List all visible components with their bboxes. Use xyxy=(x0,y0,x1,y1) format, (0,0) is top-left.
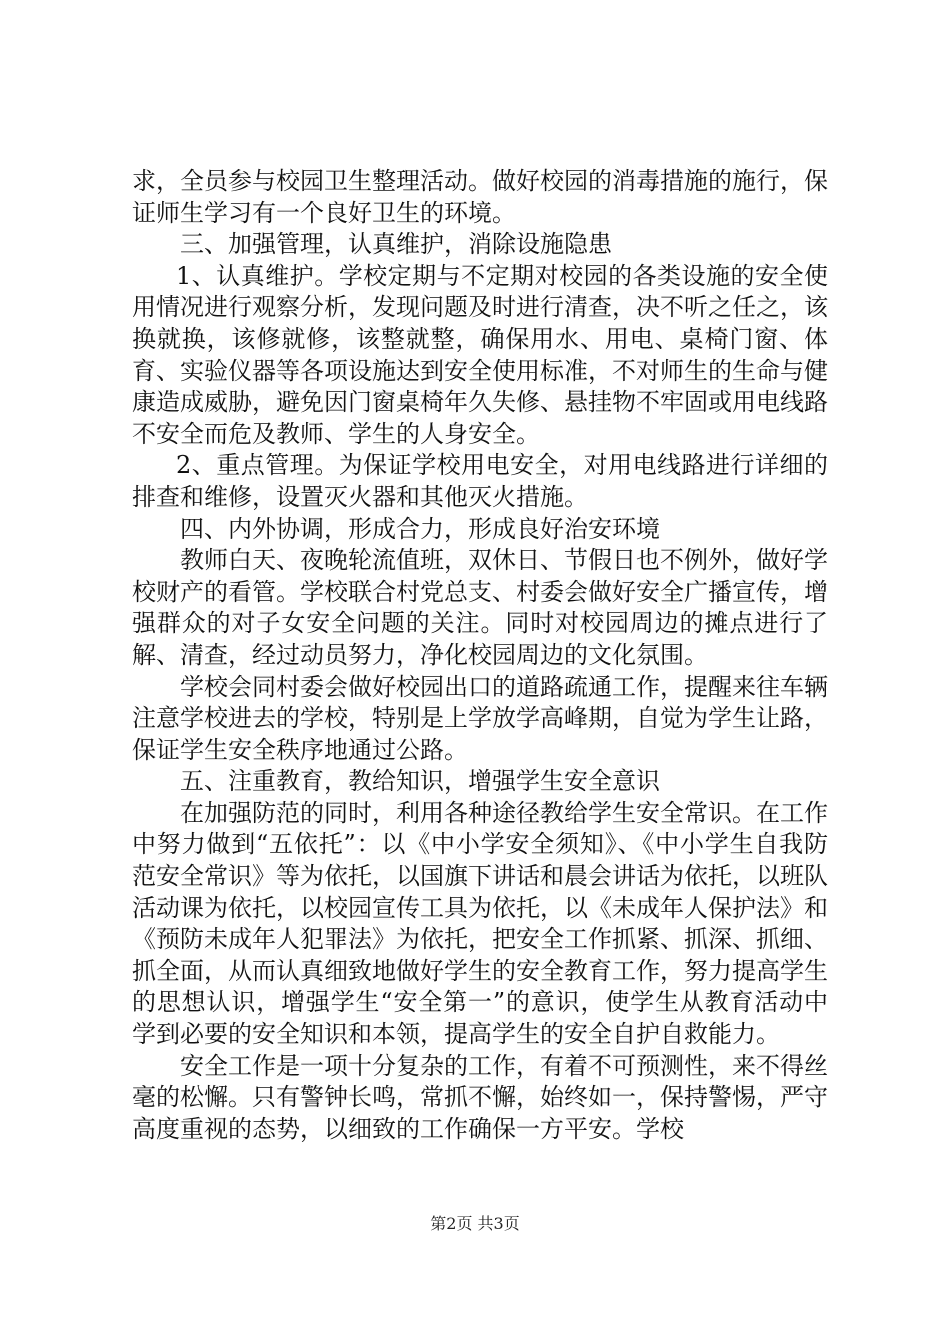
document-body xyxy=(132,166,828,1145)
paragraph-key-management: 2、重点管理。为保证学校用电安全，对用电线路进行详细的排查和维修，设置灭火器和其他灭火措施。 xyxy=(132,451,828,511)
section-heading-3: 三、加强管理，认真维护，消除设施隐患 xyxy=(180,230,612,259)
paragraph-1: 求，全员参与校园卫生整理活动。做好校园的消毒措施的施行，保证师生学习有一个良好卫生的环境。 xyxy=(132,167,828,227)
section-heading-5: 五、注重教育，教给知识，增强学生安全意识 xyxy=(180,767,660,796)
section-heading-4: 四、内外协调，形成合力，形成良好治安环境 xyxy=(180,514,660,543)
paragraph-duty: 教师白天、夜晚轮流值班，双休日、节假日也不例外，做好学校财产的看管。学校联合村党总支、村委会做好安全广播宣传，增强群众的对子女安全问题的关注。同时对校园周边的摊点进行了解、清查，经过动员努力，净化校园周边的文化氛围。 xyxy=(132,546,828,669)
paragraph-conclusion: 安全工作是一项十分复杂的工作，有着不可预测性，来不得丝毫的松懈。只有警钟长鸣，常抓不懈，始终如一，保持警惕，严守高度重视的态势，以细致的工作确保一方平安。学校 xyxy=(132,1051,828,1143)
paragraph-maintenance: 1、认真维护。学校定期与不定期对校园的各类设施的安全使用情况进行观察分析，发现问题及时进行清查，决不听之任之，该换就换，该修就修，该整就整，确保用水、用电、桌椅门窗、体育、实验仪器等各项设施达到安全使用标准，不对师生的生命与健康造成威胁，避免因门窗桌椅年久失修、悬挂物不牢固或用电线路不安全而危及教师、学生的人身安全。 xyxy=(132,261,828,448)
page-footer: 第2页 共3页 xyxy=(430,1214,520,1233)
paragraph-education: 在加强防范的同时，利用各种途径教给学生安全常识。在工作中努力做到“五依托”：以《中小学安全须知》、《中小学生自我防范安全常识》等为依托，以国旗下讲话和晨会讲话为依托，以班队活动课为依托，以校园宣传工具为依托，以《未成年人保护法》和《预防未成年人犯罪法》为依托，把安全工作抓紧、抓深、抓细、抓全面，从而认真细致地做好学生的安全教育工作，努力提高学生的思想认识，增强学生“安全第一”的意识，使学生从教育活动中学到必要的安全知识和本领，提高学生的安全自护自救能力。 xyxy=(132,798,828,1049)
paragraph-road: 学校会同村委会做好校园出口的道路疏通工作，提醒来往车辆注意学校进去的学校，特别是上学放学高峰期，自觉为学生让路，保证学生安全秩序地通过公路。 xyxy=(132,672,828,764)
